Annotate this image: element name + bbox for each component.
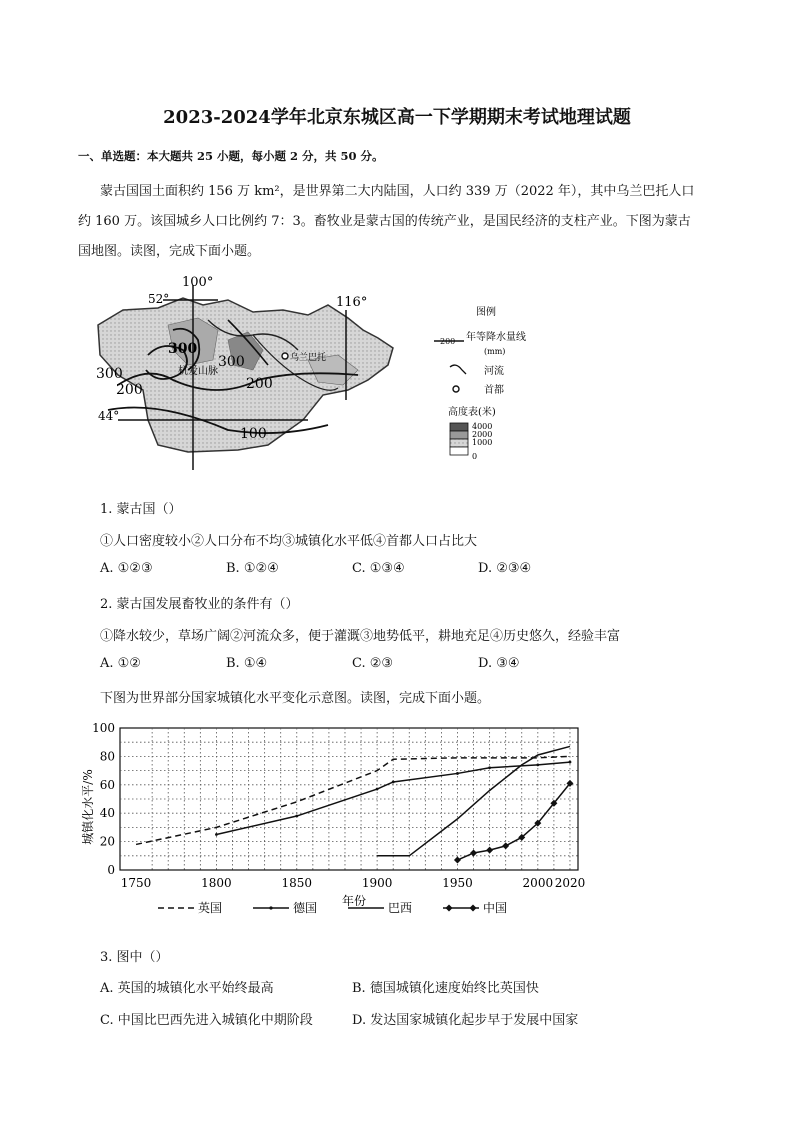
legend-isohyet: 年等降水量线 <box>466 332 526 343</box>
x-tick-label: 1900 <box>361 876 393 890</box>
q3-option-b[interactable]: B. 德国城镇化速度始终比英国快 <box>352 981 539 996</box>
data-point <box>486 847 493 854</box>
legend-isohyet-value: 200 <box>440 337 456 346</box>
capital-label: 乌兰巴托 <box>290 353 327 363</box>
y-tick-label: 60 <box>99 777 115 792</box>
legend-label-德国: 德国 <box>293 901 318 915</box>
capital-marker <box>282 353 288 359</box>
capital-legend-icon <box>453 386 459 392</box>
q2-option-c[interactable]: C. ②③ <box>352 656 394 671</box>
lon-label-100: 100° <box>182 275 214 290</box>
section-heading: 一、单选题：本大题共 25 小题，每小题 2 分，共 50 分。 <box>78 149 384 163</box>
isohyet-label-200b: 200 <box>246 376 273 392</box>
urbanization-chart <box>78 712 618 927</box>
river-legend-icon <box>450 365 466 374</box>
y-tick-label: 0 <box>107 863 115 877</box>
data-point <box>502 842 509 849</box>
y-axis-label: 城镇化水平/% <box>81 769 95 845</box>
data-point <box>456 772 459 775</box>
lat-label-44: 44° <box>98 409 120 423</box>
isohyet-label-300b: 300 <box>218 354 245 370</box>
x-tick-label: 2020 <box>554 876 586 890</box>
data-point <box>376 788 379 791</box>
legend-marker <box>269 906 272 909</box>
q3-option-c[interactable]: C. 中国比巴西先进入城镇化中期阶段 <box>100 1013 313 1028</box>
q1-stem: 1. 蒙古国（） <box>100 502 182 517</box>
elev-0: 0 <box>472 452 478 461</box>
data-point <box>215 833 218 836</box>
elev-4000: 4000 <box>472 422 493 431</box>
legend-title: 图例 <box>476 307 496 318</box>
map-legend <box>434 305 526 461</box>
q3-option-a[interactable]: A. 英国的城镇化水平始终最高 <box>100 981 274 996</box>
data-point <box>392 781 395 784</box>
intro-line-1: 蒙古国国土面积约 156 万 km²，是世界第二大内陆国，人口约 339 万（2022 年），其中乌兰巴托人口 <box>100 184 695 199</box>
mongolia-map <box>78 270 638 475</box>
elev-1000: 1000 <box>472 438 493 447</box>
q1-option-b[interactable]: B. ①②④ <box>226 561 279 576</box>
lon-label-116: 116° <box>336 295 368 310</box>
q2-stem: 2. 蒙古国发展畜牧业的条件有（） <box>100 597 299 612</box>
legend-label-中国: 中国 <box>483 901 508 915</box>
intro-line-2: 约 160 万。该国城乡人口比例约 7：3。畜牧业是蒙古国的传统产业，是国民经济的支柱产业。下图为蒙古 <box>78 214 691 229</box>
x-tick-label: 2000 <box>522 876 554 890</box>
legend-isohyet-unit: (mm) <box>484 347 506 356</box>
y-tick-label: 20 <box>99 834 115 849</box>
elev-2000: 2000 <box>472 430 493 439</box>
q2-items: ①降水较少，草场广阔②河流众多，便于灌溉③地势低平，耕地充足④历史悠久，经验丰富 <box>100 629 621 644</box>
data-point <box>488 766 491 769</box>
q1-option-a[interactable]: A. ①②③ <box>100 561 153 576</box>
legend-marker <box>470 905 477 912</box>
mountain-label: 杭爱山脉 <box>178 366 218 377</box>
lat-label-52: 52° <box>148 292 170 306</box>
q3-option-d[interactable]: D. 发达国家城镇化起步早于发展中国家 <box>352 1013 579 1028</box>
data-point <box>295 815 298 818</box>
y-tick-label: 80 <box>99 749 115 764</box>
legend-elev-title: 高度表(米) <box>448 407 496 418</box>
y-tick-label: 100 <box>92 721 115 735</box>
legend-label-巴西: 巴西 <box>388 901 413 915</box>
data-point <box>454 857 461 864</box>
data-point <box>470 849 477 856</box>
q1-option-c[interactable]: C. ①③④ <box>352 561 405 576</box>
x-tick-label: 1800 <box>201 876 232 890</box>
series-line-英国 <box>136 756 570 844</box>
isohyet-label-300a: 300 <box>168 341 198 357</box>
x-tick-label: 1850 <box>281 876 313 890</box>
data-point <box>569 761 572 764</box>
chart-legend <box>158 900 507 915</box>
legend-marker <box>446 905 453 912</box>
q2-option-d[interactable]: D. ③④ <box>478 656 520 671</box>
q2-option-a[interactable]: A. ①② <box>100 656 141 671</box>
chart-ticks <box>92 721 585 890</box>
q1-option-d[interactable]: D. ②③④ <box>478 561 532 576</box>
q3-stem: 3. 图中（） <box>100 950 169 965</box>
series-line-中国 <box>457 783 569 860</box>
isohyet-label-100: 100 <box>240 426 267 442</box>
data-point <box>536 764 539 767</box>
legend-capital: 首都 <box>484 385 504 396</box>
isohyet-label-300c: 300 <box>96 366 123 382</box>
y-tick-label: 40 <box>99 806 115 821</box>
isohyet-label-200a: 200 <box>116 382 143 398</box>
x-tick-label: 1950 <box>442 876 473 890</box>
x-axis-label: 年份 <box>341 894 367 908</box>
page-title: 2023-2024学年北京东城区高一下学期期末考试地理试题 <box>163 107 631 128</box>
q1-items: ①人口密度较小②人口分布不均③城镇化水平低④首都人口占比大 <box>100 534 478 549</box>
q2-option-b[interactable]: B. ①④ <box>226 656 268 671</box>
intro-line-3: 国地图。读图，完成下面小题。 <box>78 244 261 259</box>
intro-2: 下图为世界部分国家城镇化水平变化示意图。读图，完成下面小题。 <box>100 691 491 706</box>
chart-series <box>136 746 573 863</box>
legend-label-英国: 英国 <box>198 901 223 915</box>
x-tick-label: 1750 <box>120 876 152 890</box>
legend-river: 河流 <box>484 366 504 377</box>
